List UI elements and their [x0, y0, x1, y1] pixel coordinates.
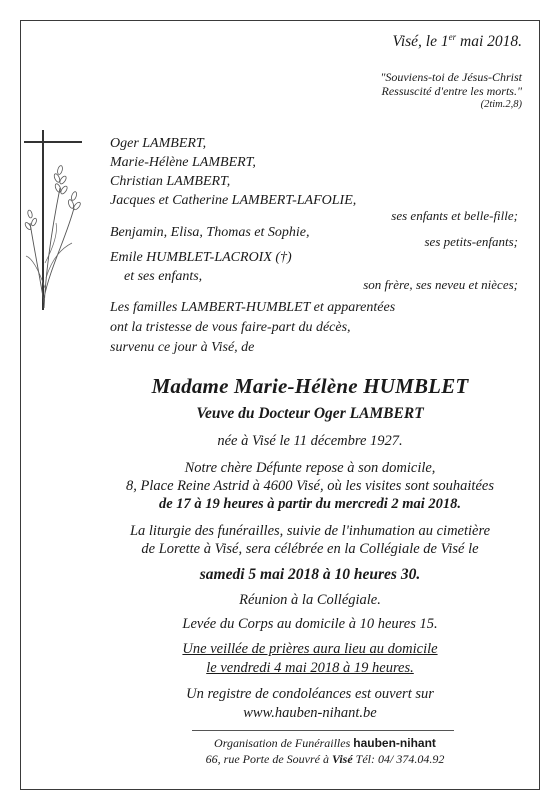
announcement-line: survenu ce jour à Visé, de — [110, 340, 255, 355]
register-link[interactable]: www.hauben-nihant.be — [243, 705, 377, 721]
family-relation: son frère, ses neveu et nièces; — [363, 277, 518, 292]
announcement-line: Les familles LAMBERT-HUMBLET et apparentées — [110, 300, 396, 315]
family-name: Emile HUMBLET-LACROIX (†) — [110, 250, 292, 265]
levee-time: Levée du Corps au domicile à 10 heures 15. — [182, 616, 438, 632]
footer — [130, 735, 520, 767]
rest-line: 8, Place Reine Astrid à 4600 Visé, où les visites sont souhaitées — [126, 478, 494, 494]
cross-with-wheat-icon — [22, 128, 84, 313]
birth-info: née à Visé le 11 décembre 1927. — [217, 433, 403, 449]
widow-of: Veuve du Docteur Oger LAMBERT — [196, 405, 424, 422]
vigil-line: Une veillée de prières aura lieu au domicile — [182, 641, 438, 657]
announcement-line: ont la tristesse de vous faire-part du décès, — [110, 320, 351, 335]
address-line: 66, rue Porte de Souvré à Visé Tél: 04/ 374.04.92 — [205, 752, 445, 766]
meeting-point: Réunion à la Collégiale. — [239, 592, 381, 608]
bible-quote: "Souviens-toi de Jésus-Christ Ressuscité d'entre les morts." (2tim.2,8) — [380, 70, 522, 110]
family-name: et ses enfants, — [124, 269, 203, 284]
organisation-line: Organisation de Funérailles hauben-nihant — [214, 736, 436, 750]
family-name: Oger LAMBERT, — [110, 136, 207, 151]
footer-divider — [192, 730, 454, 731]
brand-name: hauben-nihant — [353, 736, 436, 750]
rest-line: Notre chère Défunte repose à son domicile, — [184, 460, 436, 476]
register-line: Un registre de condoléances est ouvert sur — [186, 686, 434, 702]
visiting-hours: de 17 à 19 heures à partir du mercredi 2 mai 2018. — [158, 496, 462, 512]
family-name: Christian LAMBERT, — [110, 174, 231, 189]
family-name: Jacques et Catherine LAMBERT-LAFOLIE, — [110, 193, 357, 208]
family-name: Marie-Hélène LAMBERT, — [110, 155, 256, 170]
funeral-date: samedi 5 mai 2018 à 10 heures 30. — [199, 566, 421, 583]
family-name: Benjamin, Elisa, Thomas et Sophie, — [110, 225, 310, 240]
notice-date: Visé, le 1er mai 2018. — [392, 32, 522, 50]
family-relation: ses enfants et belle-fille; — [391, 208, 518, 223]
vigil-line: le vendredi 4 mai 2018 à 19 heures. — [206, 660, 414, 676]
deceased-name: Madame Marie-Hélène HUMBLET — [151, 374, 469, 398]
liturgy-line: La liturgie des funérailles, suivie de l'inhumation au cimetière — [129, 523, 491, 539]
liturgy-line: de Lorette à Visé, sera célébrée en la Collégiale de Visé le — [141, 541, 479, 557]
family-relation: ses petits-enfants; — [424, 234, 518, 249]
